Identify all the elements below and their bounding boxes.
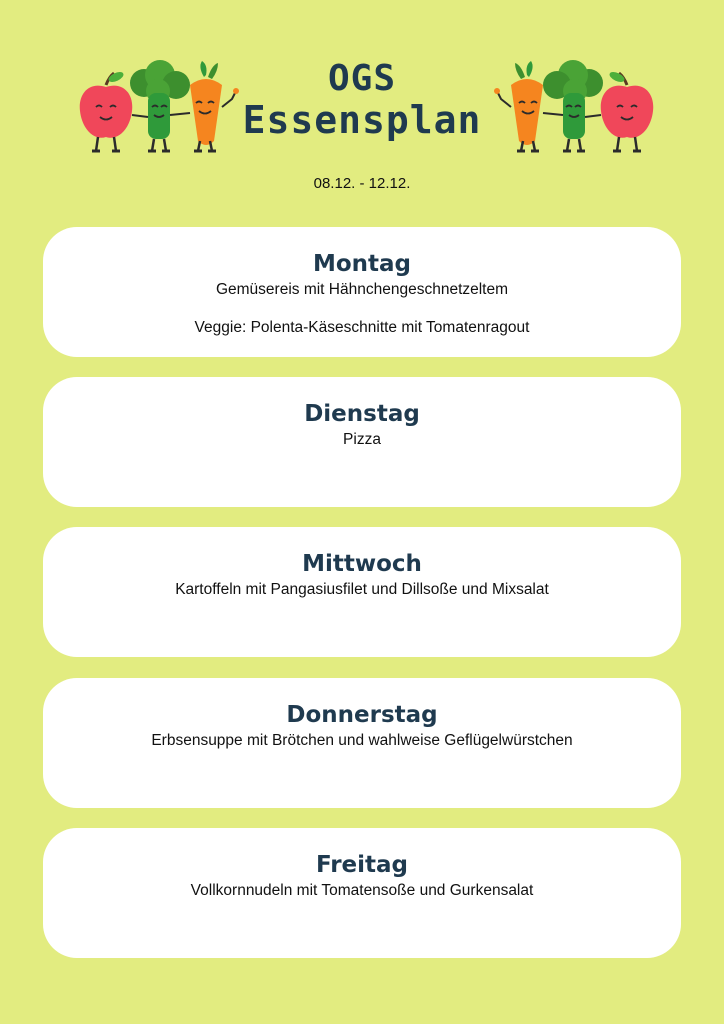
title-line-2: Essensplan	[242, 98, 482, 142]
veggie-group-right	[493, 55, 655, 157]
day-card-freitag	[43, 828, 681, 958]
day-title: Donnerstag	[286, 702, 438, 728]
meal-text: Erbsensuppe mit Brötchen und wahlweise Geflügelwürstchen	[151, 732, 573, 749]
date-range: 08.12. - 12.12.	[313, 175, 411, 192]
meal-text: Vollkornnudeln mit Tomatensoße und Gurkensalat	[190, 882, 534, 899]
meal-text: Gemüsereis mit Hähnchengeschnetzeltem	[215, 281, 509, 298]
meal-text: Kartoffeln mit Pangasiusfilet und Dillsoße und Mixsalat	[175, 581, 549, 598]
header	[0, 0, 724, 210]
broccoli-icon	[543, 60, 603, 151]
veggie-meal-text: Veggie: Polenta-Käseschnitte mit Tomatenragout	[194, 319, 530, 336]
day-title: Montag	[312, 251, 412, 277]
day-title: Dienstag	[304, 401, 420, 427]
day-card-mittwoch	[43, 527, 681, 657]
apple-icon	[601, 70, 654, 151]
day-title: Mittwoch	[302, 551, 422, 577]
day-card-donnerstag	[43, 678, 681, 808]
meal-text: Pizza	[343, 431, 381, 448]
day-card-montag	[43, 227, 681, 357]
title-line-1: OGS	[327, 58, 397, 99]
day-card-dienstag	[43, 377, 681, 507]
day-title: Freitag	[315, 852, 409, 878]
